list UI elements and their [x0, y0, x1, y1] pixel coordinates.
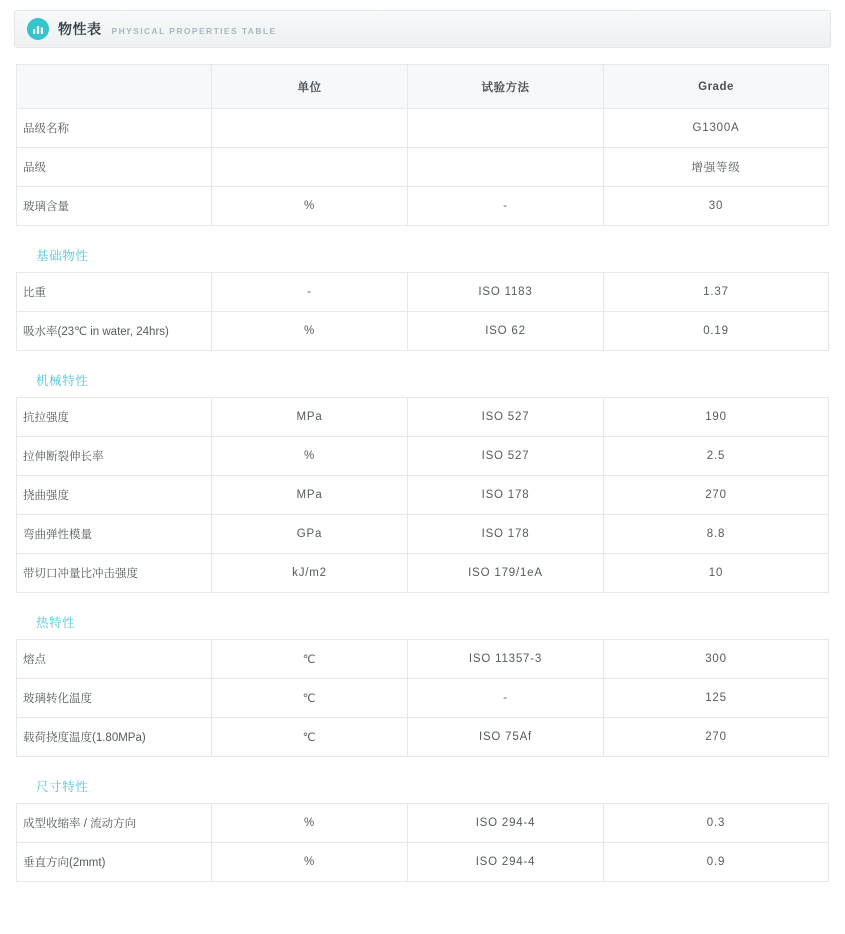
cell-name: 带切口冲量比冲击强度 — [17, 554, 212, 593]
section-title-basic: 基础物性 — [36, 249, 89, 263]
cell-unit: % — [212, 187, 408, 226]
cell-unit — [212, 109, 408, 148]
table-basic — [16, 272, 829, 351]
cell-name: 熔点 — [17, 640, 212, 679]
page-title: 物性表 — [58, 21, 102, 37]
table-dimensional — [16, 803, 829, 882]
table-row — [17, 679, 829, 718]
table-row — [17, 398, 829, 437]
cell-name: 品级 — [17, 148, 212, 187]
cell-method: - — [408, 187, 604, 226]
cell-name: 成型收缩率 / 流动方向 — [17, 804, 212, 843]
cell-name: 垂直方向(2mmt) — [17, 843, 212, 882]
table-header-row — [17, 65, 829, 109]
page-subtitle: PHYSICAL PROPERTIES TABLE — [111, 25, 277, 36]
cell-name: 比重 — [17, 273, 212, 312]
cell-grade: 增强等级 — [604, 148, 829, 187]
page-header — [14, 10, 831, 48]
cell-grade: 2.5 — [604, 437, 829, 476]
cell-method: ISO 178 — [408, 515, 604, 554]
cell-name: 拉伸断裂伸长率 — [17, 437, 212, 476]
table-row — [17, 640, 829, 679]
table-row — [17, 718, 829, 757]
cell-name: 弯曲弹性模量 — [17, 515, 212, 554]
cell-unit: % — [212, 437, 408, 476]
column-header-unit: 单位 — [212, 65, 408, 109]
cell-unit: ℃ — [212, 640, 408, 679]
table-row — [17, 148, 829, 187]
cell-grade: 0.9 — [604, 843, 829, 882]
cell-grade: 190 — [604, 398, 829, 437]
column-header-method: 试验方法 — [408, 65, 604, 109]
cell-name: 载荷挠度温度(1.80MPa) — [17, 718, 212, 757]
cell-method: ISO 178 — [408, 476, 604, 515]
cell-unit: MPa — [212, 398, 408, 437]
cell-unit: GPa — [212, 515, 408, 554]
table-row — [17, 109, 829, 148]
cell-grade: 0.3 — [604, 804, 829, 843]
cell-method: ISO 1183 — [408, 273, 604, 312]
cell-name: 挠曲强度 — [17, 476, 212, 515]
cell-grade: 1.37 — [604, 273, 829, 312]
cell-grade: G1300A — [604, 109, 829, 148]
chart-bar-icon — [27, 18, 49, 40]
cell-grade: 300 — [604, 640, 829, 679]
sections-container — [0, 64, 845, 882]
table-row — [17, 187, 829, 226]
cell-grade: 8.8 — [604, 515, 829, 554]
table-mechanical — [16, 397, 829, 593]
cell-grade: 30 — [604, 187, 829, 226]
cell-name: 玻璃转化温度 — [17, 679, 212, 718]
table-row — [17, 554, 829, 593]
section-title-dimensional: 尺寸特性 — [36, 780, 89, 794]
cell-grade: 10 — [604, 554, 829, 593]
cell-method: ISO 294-4 — [408, 843, 604, 882]
cell-grade: 270 — [604, 476, 829, 515]
section-title-thermal: 热特性 — [36, 616, 76, 630]
cell-method: ISO 75Af — [408, 718, 604, 757]
cell-grade: 0.19 — [604, 312, 829, 351]
table-row — [17, 476, 829, 515]
cell-grade: 270 — [604, 718, 829, 757]
table-row — [17, 804, 829, 843]
cell-name: 品级名称 — [17, 109, 212, 148]
cell-method: ISO 294-4 — [408, 804, 604, 843]
table-row — [17, 437, 829, 476]
cell-method — [408, 148, 604, 187]
cell-name: 吸水率(23℃ in water, 24hrs) — [17, 312, 212, 351]
cell-unit: kJ/m2 — [212, 554, 408, 593]
cell-unit: % — [212, 804, 408, 843]
cell-unit — [212, 148, 408, 187]
cell-name: 玻璃含量 — [17, 187, 212, 226]
cell-method: ISO 527 — [408, 398, 604, 437]
cell-unit: - — [212, 273, 408, 312]
table-row — [17, 515, 829, 554]
cell-method — [408, 109, 604, 148]
column-header-name — [17, 65, 212, 109]
cell-unit: MPa — [212, 476, 408, 515]
cell-method: - — [408, 679, 604, 718]
table-identity — [16, 64, 829, 226]
cell-grade: 125 — [604, 679, 829, 718]
cell-method: ISO 527 — [408, 437, 604, 476]
cell-method: ISO 11357-3 — [408, 640, 604, 679]
cell-unit: % — [212, 843, 408, 882]
cell-method: ISO 62 — [408, 312, 604, 351]
section-title-mechanical: 机械特性 — [36, 374, 89, 388]
cell-method: ISO 179/1eA — [408, 554, 604, 593]
cell-name: 抗拉强度 — [17, 398, 212, 437]
table-row — [17, 843, 829, 882]
column-header-grade: Grade — [604, 65, 829, 109]
cell-unit: % — [212, 312, 408, 351]
cell-unit: ℃ — [212, 679, 408, 718]
table-row — [17, 312, 829, 351]
table-row — [17, 273, 829, 312]
cell-unit: ℃ — [212, 718, 408, 757]
table-thermal — [16, 639, 829, 757]
